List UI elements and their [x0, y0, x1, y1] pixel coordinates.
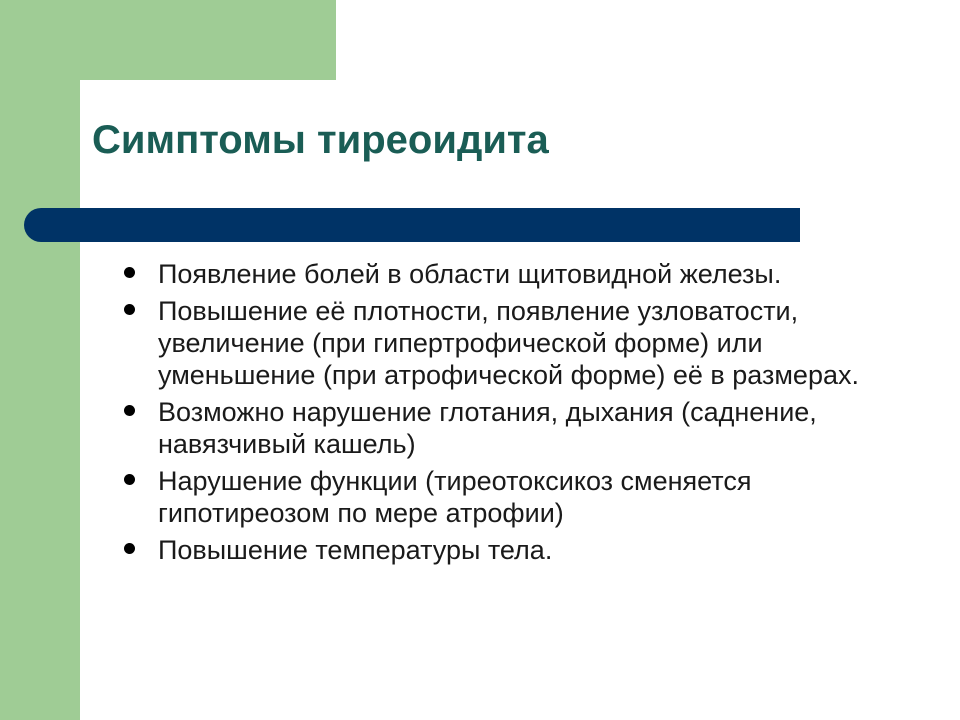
bullet-item-temperature	[120, 534, 920, 566]
bullet-dot-icon	[124, 474, 135, 485]
bullet-item-density	[120, 295, 920, 391]
bullet-dot-icon	[124, 405, 135, 416]
bullet-text: Появление болей в области щитовидной железы.	[158, 259, 782, 289]
bullet-text: Повышение её плотности, появление узловатости, увеличение (при гипертрофической форме) или уменьшение (при атрофической форме) её в размерах.	[158, 296, 859, 390]
bullet-dot-icon	[124, 543, 135, 554]
bullet-dot-icon	[124, 304, 135, 315]
bullet-dot-icon	[124, 267, 135, 278]
bullet-item-function	[120, 465, 920, 529]
bullet-list	[120, 258, 920, 571]
bullet-item-pain	[120, 258, 920, 290]
top-green-band	[0, 0, 336, 80]
bullet-text: Повышение температуры тела.	[158, 535, 553, 565]
title-underline-bar	[24, 208, 800, 242]
sidebar-green-band	[0, 0, 80, 720]
slide-title: Симптомы тиреоидита	[92, 118, 549, 162]
bullet-item-swallowing	[120, 396, 920, 460]
bullet-text: Нарушение функции (тиреотоксикоз сменяется гипотиреозом по мере атрофии)	[158, 466, 752, 528]
bullet-text: Возможно нарушение глотания, дыхания (саднение, навязчивый кашель)	[158, 397, 817, 459]
